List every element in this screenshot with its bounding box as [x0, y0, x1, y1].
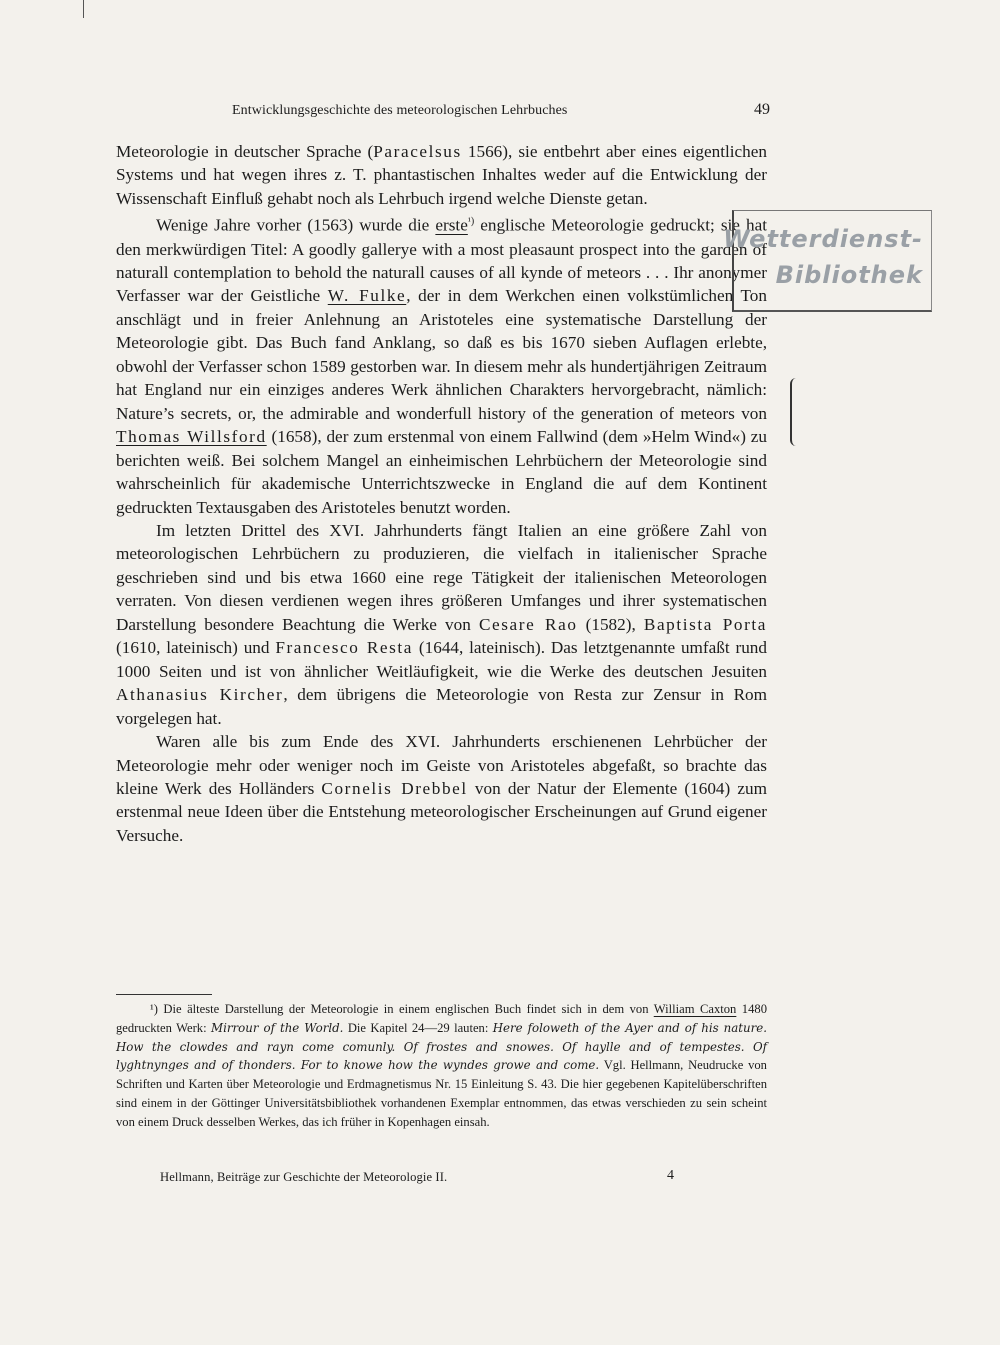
fn-text-1: ¹) Die älteste Darstellung der Meteorologie in einem englischen Buch findet sich in dem von	[150, 1002, 654, 1016]
paragraph-3	[116, 519, 767, 730]
running-title: Entwicklungsgeschichte des meteorologischen Lehrbuches	[232, 103, 568, 118]
word-erste: erste	[435, 216, 468, 236]
stamp-line-2: Bibliothek	[775, 261, 923, 289]
fn-text-2: 1480 gedruckten Werk:	[116, 1002, 767, 1035]
p2-text-2: englische Meteorologie gedruckt; sie hat den merkwürdigen Titel: A goodly gallerye with a most pleasaunt prospect into the garden of naturall contemplation to behold the naturall causes of all kynde of meteors . . . Ihr anonymer Verfasser war der Geistliche	[116, 216, 767, 306]
footnote-1	[116, 1000, 767, 1131]
page-number: 49	[754, 101, 770, 118]
fn-text-4: Vgl. Hellmann, Neudrucke von Schriften und Karten über Meteorologie und Erdmagnetismus Nr. 15 Einleitung S. 43. Die hier gegebenen Kapitelüberschriften sind einem in der Göttinger Universitätsbibliothek vorhandenen Exemplar entnommen, das etwas verschieden zu sein scheint von einem Druck desselben Werkes, das ich früher in Kopenhagen einsah.	[116, 1058, 767, 1129]
author-resta: Francesco Resta	[275, 638, 414, 658]
page-header	[116, 103, 770, 123]
footnote-rule	[116, 994, 212, 995]
p3-text-1: Im letzten Drittel des XVI. Jahrhunderts fängt Italien an eine größere Zahl von meteorologischen Lehrbüchern zu produzieren, die vielfach in italienischer Sprache geschrieben sind und bis etwa 1660 eine rege Tätigkeit der italienischen Meteorologen verraten. Von diesen verdienen wegen ihres größeren Umfanges und ihrer systematischen Darstellung besondere Beachtung die Werke von	[116, 520, 767, 634]
author-fulke: W. Fulke	[327, 286, 407, 306]
footnote-ref: ¹)	[467, 216, 475, 228]
p4-text-1: Waren alle bis zum Ende des XVI. Jahrhunderts erschienenen Lehrbücher der Meteorologie mehr oder weniger noch im Geiste von Aristoteles abgefaßt, so brachte das kleine Werk des Holländers	[116, 732, 767, 798]
p4-text-2: von der Natur der Elemente (1604) zum erstenmal neue Ideen über die Entstehung meteorologischer Erscheinungen auf Grund eigener Versuche.	[116, 778, 767, 845]
p3-text-4: (1644, lateinisch). Das letztgenannte umfaßt rund 1000 Seiten und ist von ähnlicher Weitläufigkeit, wie die Werke des deutschen Jesuiten	[116, 638, 767, 681]
p3-text-2: (1582),	[577, 614, 644, 634]
paragraph-1	[116, 140, 767, 210]
author-rao: Cesare Rao	[478, 614, 578, 634]
p3-text-3: (1610, lateinisch) und	[116, 638, 276, 658]
paragraph-4	[116, 730, 767, 847]
p2-text-1: Wenige Jahre vorher (1563) wurde die	[156, 216, 436, 236]
author-drebbel: Cornelis Drebbel	[321, 778, 468, 798]
signature-mark: 4	[667, 1168, 674, 1183]
page-footer	[116, 1170, 767, 1190]
author-caxton: William Caxton	[653, 1002, 737, 1016]
stamp-line-1: Wetterdienst-	[723, 225, 923, 253]
p1-text-1: Meteorologie in deutscher Sprache (	[116, 142, 374, 161]
p1-text-2: 1566), sie entbehrt aber eines eigentlichen Systems und hat wegen ihres z. T. phantastischen Inhaltes weder auf die Entwicklung der Wissenschaft Einfluß gehabt noch als Lehrbuch irgend welche Dienste getan.	[116, 142, 767, 208]
author-kircher: Athanasius Kircher	[116, 685, 284, 705]
margin-mark	[83, 0, 84, 18]
p3-text-5: , dem übrigens die Meteorologie von Resta zur Zensur in Rom vorgelegen hat.	[116, 685, 767, 728]
author-willsford: Thomas Willsford	[116, 427, 267, 447]
p2-text-3: , der in dem Werkchen einen volkstümlichen Ton anschlägt und in freier Anlehnung an Aristoteles eine systematische Darstellung der Meteorologie gibt. Das Buch fand Anklang, so daß es bis 1670 sieben Auflagen erlebte, obwohl der Verfasser schon 1589 gestorben war. In diesem mehr als hundertjährigen Zeitraum hat England nur ein einziges anderes Werk ähnlichen Charakters hervorgebracht, nämlich: Nature’s secrets, or, the admirable and wonderfull history of the generation of meteors von	[116, 286, 767, 423]
p2-text-4: (1658), der zum erstenmal von einem Fallwind (dem »Helm Wind«) zu berichten weiß. Bei solchem Mangel an einheimischen Lehrbüchern der Meteorologie sind wahrscheinlich für akademische Unterrichtszwecke in England die auf dem Kontinent gedruckten Textausgaben des Aristoteles benutzt worden.	[116, 427, 767, 517]
library-stamp	[723, 210, 932, 312]
footer-text: Hellmann, Beiträge zur Geschichte der Meteorologie II.	[160, 1170, 448, 1184]
paragraph-2	[116, 210, 767, 519]
body-text	[116, 140, 767, 847]
fn-title-mirrour: Mirrour of the World.	[211, 1020, 344, 1035]
footnote	[116, 1000, 767, 1131]
author-porta: Baptista Porta	[643, 614, 768, 634]
author-paracelsus: Paracelsus	[373, 142, 462, 161]
fn-text-3: Die Kapitel 24—29 lauten:	[343, 1020, 493, 1035]
margin-bracket-mark	[790, 378, 802, 446]
fn-chapter-titles: Here foloweth of the Ayer and of his nature. How the clowdes and rayn come comunly. Of frostes and snowes. Of haylle and of tempestes. Of lyghtnynges and of thonders. For to knowe how the wyndes growe and come.	[116, 1020, 768, 1073]
